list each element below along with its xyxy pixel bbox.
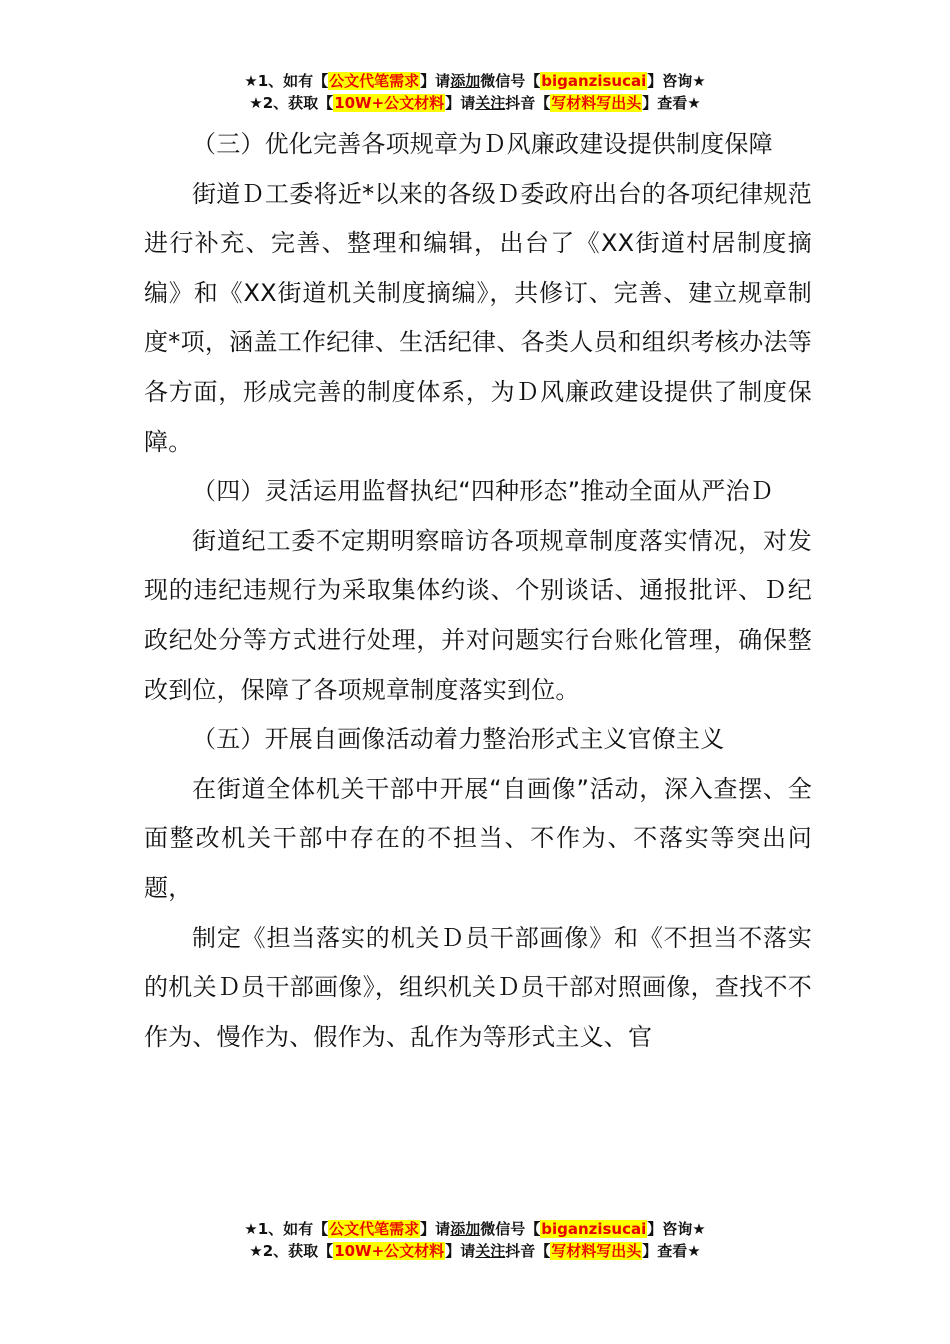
banner-highlight: 写材料写出头 [551,94,642,112]
banner-highlight: 写材料写出头 [551,1242,642,1260]
body-paragraph: 在街道全体机关干部中开展“自画像”活动，深入查摆、全面整改机关干部中存在的不担当、不作为、不落实等突出问题， [144,774,812,902]
section-heading-5: （五）开展自画像活动着力整治形式主义官僚主义 [192,725,725,754]
banner-text: 】咨询★ [647,72,706,90]
header-banner-line-1 [0,70,950,92]
banner-text: 】查看★ [642,1242,701,1260]
banner-text: ★1、如有【 [244,1220,329,1238]
banner-text: 】请 [445,1242,476,1260]
banner-text: ★1、如有【 [244,72,329,90]
body-paragraph: 街道Ｄ工委将近*以来的各级Ｄ委政府出台的各项纪律规范进行补充、完善、整理和编辑，出台了《XX街道村居制度摘编》和《XX街道机关制度摘编》，共修订、完善、建立规章制度*项，涵盖工作纪律、生活纪律、各类人员和组织考核办法等各方面，形成完善的制度体系，为Ｄ风廉政建设提供了制度保障。 [144,179,812,456]
banner-highlight: 10W+公文材料 [334,94,445,112]
banner-highlight: 公文代笔需求 [329,1220,420,1238]
banner-highlight: 公文代笔需求 [329,72,420,90]
banner-text: ★2、获取【 [249,94,334,112]
banner-text: 】请 [420,1220,451,1238]
body-paragraph: 制定《担当落实的机关Ｄ员干部画像》和《不担当不落实的机关Ｄ员干部画像》，组织机关Ｄ员干部对照画像，查找不不作为、慢作为、假作为、乱作为等形式主义、官 [144,923,812,1051]
banner-text: 抖音【 [505,1242,551,1260]
body-paragraph: 街道纪工委不定期明察暗访各项规章制度落实情况，对发现的违纪违规行为采取集体约谈、个别谈话、通报批评、Ｄ纪政纪处分等方式进行处理，并对问题实行台账化管理，确保整改到位，保障了各项规章制度落实到位。 [144,526,812,704]
banner-emphasis: 添加 [450,72,481,90]
header-banner-line-2 [0,92,950,114]
footer-banner [0,1218,950,1262]
banner-highlight: 10W+公文材料 [334,1242,445,1260]
footer-banner-line-1 [0,1218,950,1240]
section-heading-4: （四）灵活运用监督执纪“四种形态”推动全面从严治Ｄ [192,477,774,506]
banner-text: 】查看★ [642,94,701,112]
section-heading-3: （三）优化完善各项规章为Ｄ风廉政建设提供制度保障 [192,130,773,158]
banner-highlight: biganzisucai [541,1220,647,1238]
document-body [144,120,812,1062]
footer-banner-line-2 [0,1240,950,1262]
header-banner [0,70,950,114]
banner-text: ★2、获取【 [249,1242,334,1260]
banner-text: 】请 [420,72,451,90]
banner-text: 】请 [445,94,476,112]
banner-emphasis: 关注 [475,1242,506,1260]
banner-emphasis: 关注 [475,94,506,112]
banner-text: 微信号【 [480,72,541,90]
banner-text: 抖音【 [505,94,551,112]
banner-emphasis: 添加 [450,1220,481,1238]
banner-text: 】咨询★ [647,1220,706,1238]
banner-highlight: biganzisucai [541,72,647,90]
banner-text: 微信号【 [480,1220,541,1238]
